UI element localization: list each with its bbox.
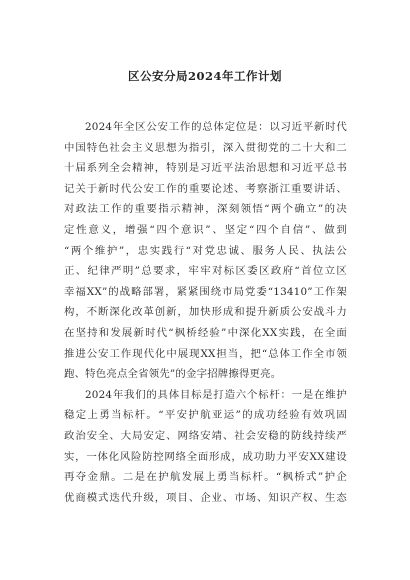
text-line: 推进公安工作现代化中展现XX担当，把“总体工作全市领	[64, 347, 347, 360]
text-line: “两个维护”，忠实践行“对党忠诚、服务人民、执法公	[64, 244, 347, 257]
text-line: 实，一体化风险防控网络全面形成，成功助力平安XX建设	[64, 450, 347, 463]
document-title: 区公安分局2024年工作计划	[127, 69, 282, 83]
text-line: 中国特色社会主义思想为指引，深入贯彻党的二十大和二	[64, 141, 347, 154]
text-line: 政治安全、大局安定、网络安靖、社会安稳的防线持续严	[64, 429, 347, 442]
text-line: 对政法工作的重要指示精神，深刻领悟“两个确立”的决	[64, 203, 347, 216]
text-line: 在坚持和发展新时代“枫桥经验”中深化XX实践，在全面	[64, 326, 347, 339]
text-line: 跑、特色亮点全省领先”的金字招牌擦得更亮。	[64, 368, 282, 381]
text-line: 幸福XX”的战略部署，紧紧围绕市局党委“13410”工作架	[64, 285, 347, 298]
text-line: 2024年全区公安工作的总体定位是：以习近平新时代	[85, 121, 347, 133]
text-line: 构，不断深化改革创新，加快形成和提升新质公安战斗力	[64, 306, 347, 319]
text-line: 正、纪律严明”总要求，牢牢对标区委区政府“首位立区	[64, 265, 347, 278]
document-body	[64, 117, 347, 508]
text-line: 十届系列全会精神，特别是习近平法治思想和习近平总书	[64, 162, 347, 175]
text-line: 再夺金鼎。二是在护航发展上勇当标杆。“枫桥式”护企	[64, 471, 347, 484]
text-line: 记关于新时代公安工作的重要论述、考察浙江重要讲话、	[64, 182, 347, 195]
text-line: 优商模式迭代升级，项目、企业、市场、知识产权、生态	[64, 491, 347, 504]
text-line: 稳定上勇当标杆。“平安护航亚运”的成功经验有效巩固	[64, 409, 347, 422]
text-line: 定性意义，增强“四个意识”、坚定“四个自信”、做到	[64, 223, 347, 236]
text-line: 2024年我们的具体目标是打造六个标杆：一是在维护	[85, 388, 347, 401]
